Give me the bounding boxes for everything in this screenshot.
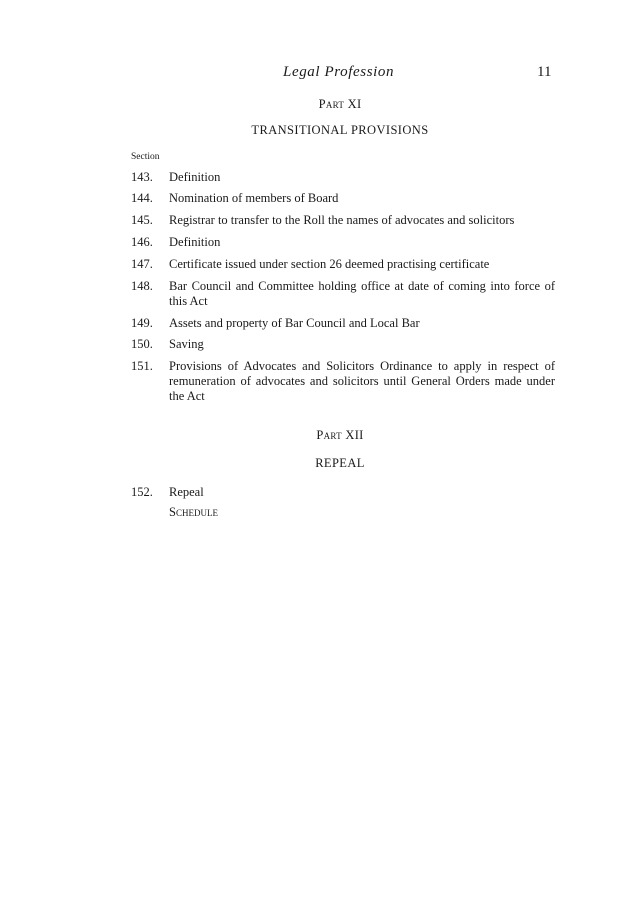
section-title: Saving <box>169 337 204 351</box>
running-header <box>0 64 638 86</box>
section-number: 148. <box>131 279 153 293</box>
section-title: Bar Council and Committee holding office at date of coming into force of this Act <box>169 279 555 308</box>
section-number: 146. <box>131 235 153 249</box>
section-title: Registrar to transfer to the Roll the names of advocates and solicitors <box>169 213 515 227</box>
section-number: 152. <box>131 485 153 499</box>
part-xii-title: REPEAL <box>315 456 365 470</box>
section-number: 151. <box>131 359 153 373</box>
part-xii-heading <box>0 428 638 443</box>
section-title: Certificate issued under section 26 deemed practising certificate <box>169 257 490 271</box>
page-number: 11 <box>537 64 552 80</box>
part-number: XII <box>345 428 364 442</box>
section-number: 144. <box>131 191 153 205</box>
section-title: Nomination of members of Board <box>169 191 339 205</box>
section-number: 145. <box>131 213 153 227</box>
section-title: Assets and property of Bar Council and Local Bar <box>169 316 420 330</box>
section-number: 147. <box>131 257 153 271</box>
section-title: Definition <box>169 235 221 249</box>
part-number: XI <box>347 97 362 111</box>
section-title: Provisions of Advocates and Solicitors Ordinance to apply in respect of remuneration of advocates and solicitors until General Orders made under the Act <box>169 359 555 403</box>
part-word: Part <box>318 97 345 111</box>
part-xi-title: TRANSITIONAL PROVISIONS <box>251 123 429 137</box>
section-number: 150. <box>131 337 153 351</box>
schedule-label: Schedule <box>169 505 218 519</box>
section-number: 149. <box>131 316 153 330</box>
section-number: 143. <box>131 170 153 184</box>
section-column-label: Section <box>131 152 160 162</box>
part-xi-heading <box>0 97 638 112</box>
section-title: Repeal <box>169 485 204 499</box>
part-word: Part <box>316 428 342 442</box>
section-title: Definition <box>169 170 221 184</box>
running-title: Legal Profession <box>283 64 395 80</box>
